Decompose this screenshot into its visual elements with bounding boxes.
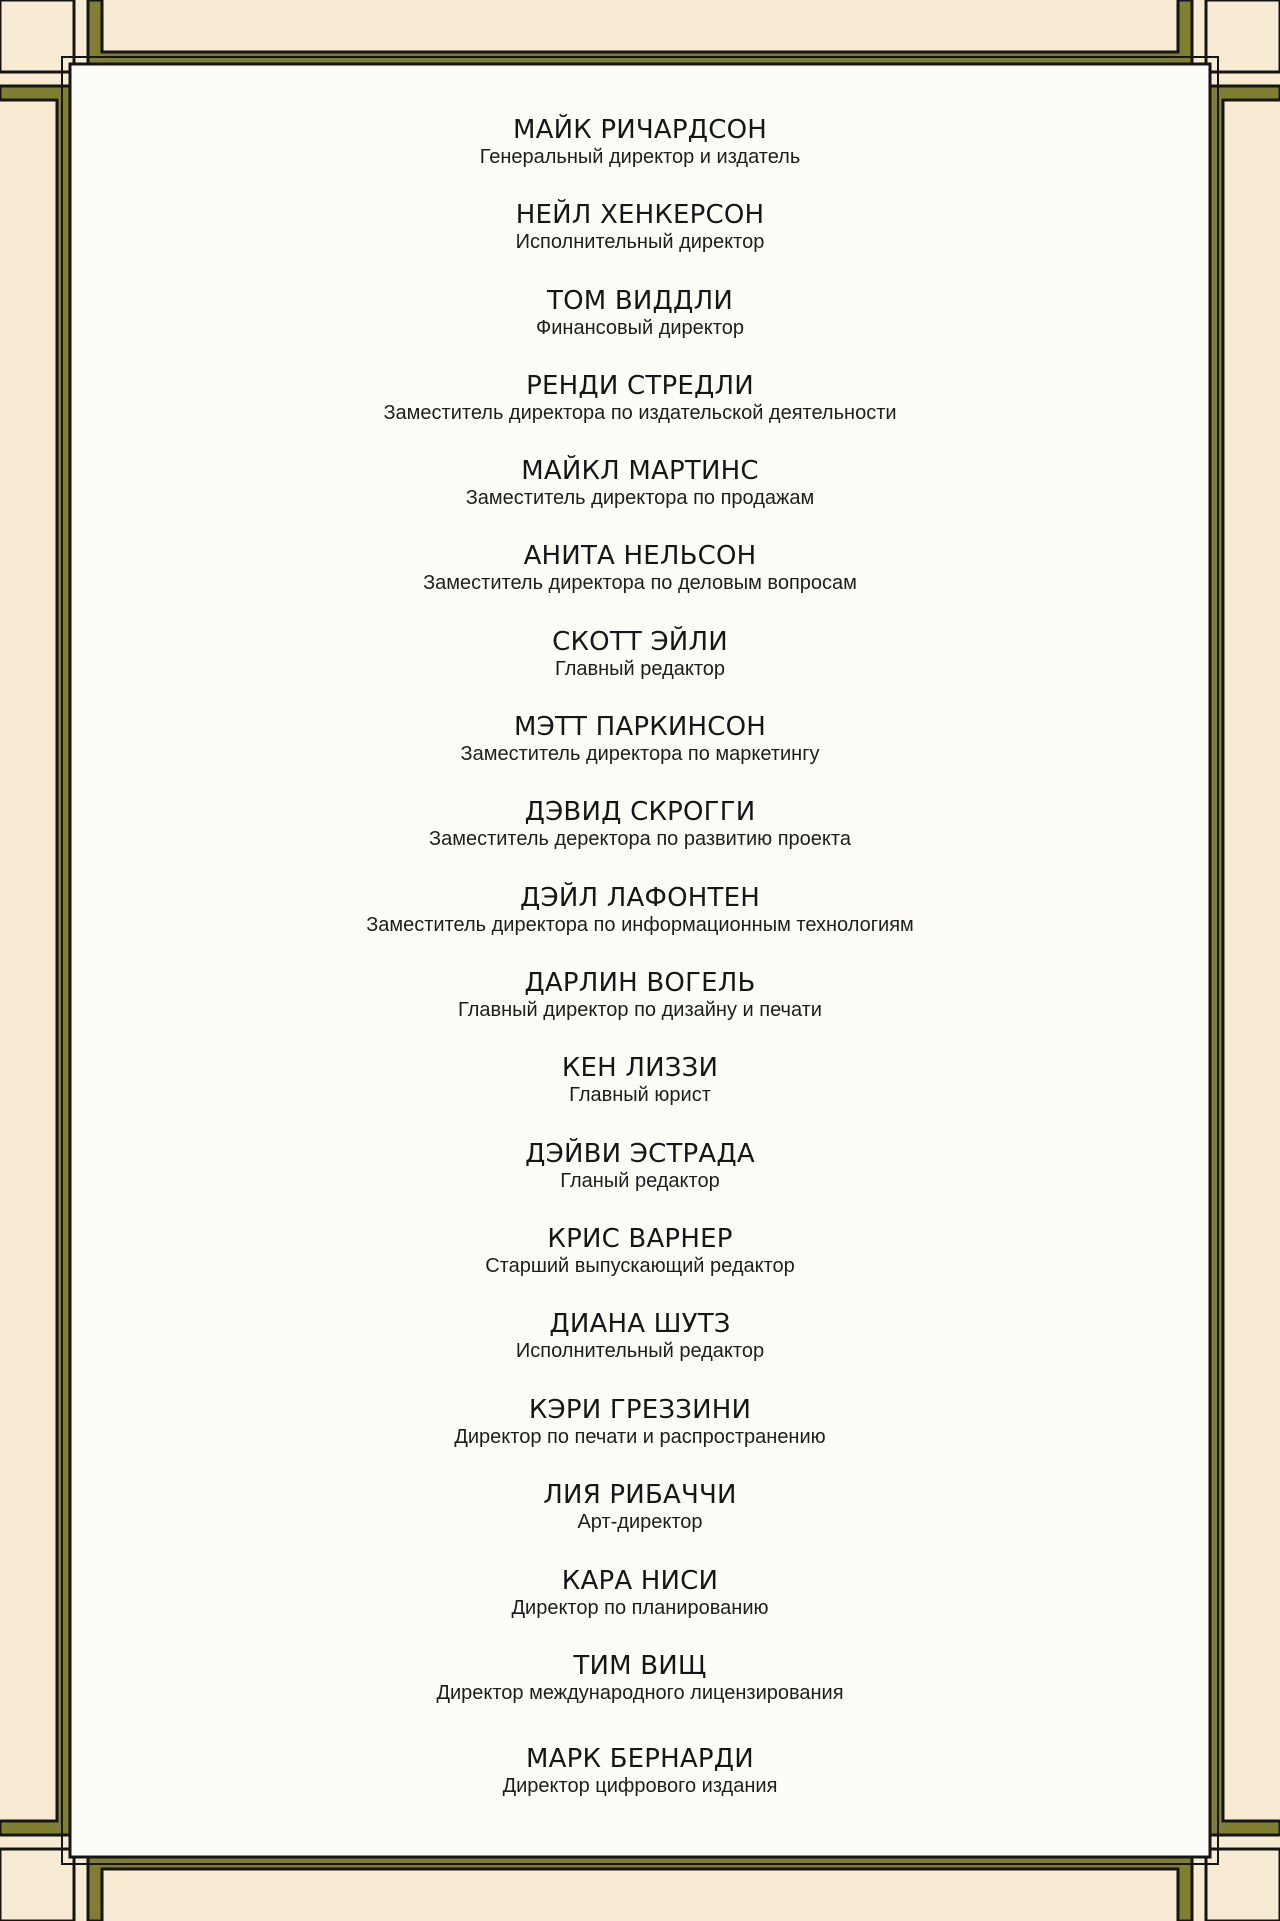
credit-role: Финансовый директор	[536, 317, 744, 339]
credit-role: Заместитель директора по продажам	[465, 487, 815, 509]
credit-name: ДЭЙЛ ЛАФОНТЕН	[520, 883, 760, 913]
credit-name: КЭРИ ГРЕЗЗИНИ	[528, 1395, 752, 1425]
credit-entry	[72, 1745, 1208, 1798]
credit-entry	[72, 1225, 1208, 1278]
credit-name: МЭТТ ПАРКИНСОН	[513, 712, 767, 742]
credit-entry	[72, 1396, 1208, 1449]
credit-role: Заместитель директора по деловым вопросам	[423, 572, 857, 594]
credit-name: ТОМ ВИДДЛИ	[547, 286, 733, 316]
credit-role: Директор по печати и распространению	[454, 1426, 826, 1448]
credit-role: Главный редактор	[554, 658, 726, 680]
credit-role: Главный директор по дизайну и печати	[458, 999, 822, 1021]
credit-entry	[72, 1481, 1208, 1534]
credit-entry	[72, 969, 1208, 1022]
credit-name: НЕЙЛ ХЕНКЕРСОН	[515, 200, 765, 230]
credit-name: ДЭВИД СКРОГГИ	[524, 797, 756, 827]
credit-role: Гланый редактор	[560, 1170, 720, 1192]
credit-entry	[72, 713, 1208, 766]
credit-name: КЕН ЛИЗЗИ	[561, 1053, 719, 1083]
credit-name: РЕНДИ СТРЕДЛИ	[526, 371, 754, 401]
credit-entry	[72, 372, 1208, 425]
credit-entry	[72, 1567, 1208, 1620]
credit-role: Заместитель деректора по развитию проекта	[429, 828, 851, 850]
credit-name: ДИАНА ШУТЗ	[549, 1309, 731, 1339]
credit-role: Исполнительный редактор	[515, 1340, 765, 1362]
credit-role: Арт-директор	[577, 1511, 703, 1533]
credit-entry	[72, 628, 1208, 681]
credit-role: Заместитель директора по маркетингу	[460, 743, 820, 765]
credit-role: Старший выпускающий редактор	[485, 1255, 795, 1277]
credit-name: АНИТА НЕЛЬСОН	[523, 541, 757, 571]
credit-name: МАЙК РИЧАРДСОН	[512, 115, 768, 145]
credit-entry	[72, 1310, 1208, 1363]
credit-name: КАРА НИСИ	[561, 1566, 719, 1596]
credit-entry	[72, 201, 1208, 254]
credit-role: Директор цифрового издания	[502, 1775, 778, 1797]
credit-role: Директор международного лицензирования	[436, 1682, 844, 1704]
credit-entry	[72, 457, 1208, 510]
credits-list	[72, 60, 1208, 1860]
credit-entry	[72, 287, 1208, 340]
credit-name: СКОТТ ЭЙЛИ	[552, 627, 728, 657]
credit-role: Главный юрист	[569, 1084, 711, 1106]
credit-name: КРИС ВАРНЕР	[547, 1224, 733, 1254]
credit-entry	[72, 798, 1208, 851]
credit-role: Заместитель директора по издательской деятельности	[383, 402, 897, 424]
credit-entry	[72, 542, 1208, 595]
credit-role: Генеральный директор и издатель	[479, 146, 801, 168]
credit-entry	[72, 884, 1208, 937]
credit-entry	[72, 1652, 1208, 1705]
credit-entry	[72, 1054, 1208, 1107]
credit-role: Директор по планированию	[511, 1597, 769, 1619]
credit-name: ДЭЙВИ ЭСТРАДА	[525, 1139, 755, 1169]
credit-name: МАРК БЕРНАРДИ	[526, 1744, 754, 1774]
credit-entry	[72, 1140, 1208, 1193]
credit-name: МАЙКЛ МАРТИНС	[521, 456, 759, 486]
credit-entry	[72, 116, 1208, 169]
credit-role: Исполнительный директор	[515, 231, 765, 253]
credit-name: ЛИЯ РИБАЧЧИ	[543, 1480, 737, 1510]
credit-name: ДАРЛИН ВОГЕЛЬ	[524, 968, 756, 998]
credit-name: ТИМ ВИЩ	[573, 1651, 707, 1681]
credit-role: Заместитель директора по информационным технологиям	[366, 914, 914, 936]
